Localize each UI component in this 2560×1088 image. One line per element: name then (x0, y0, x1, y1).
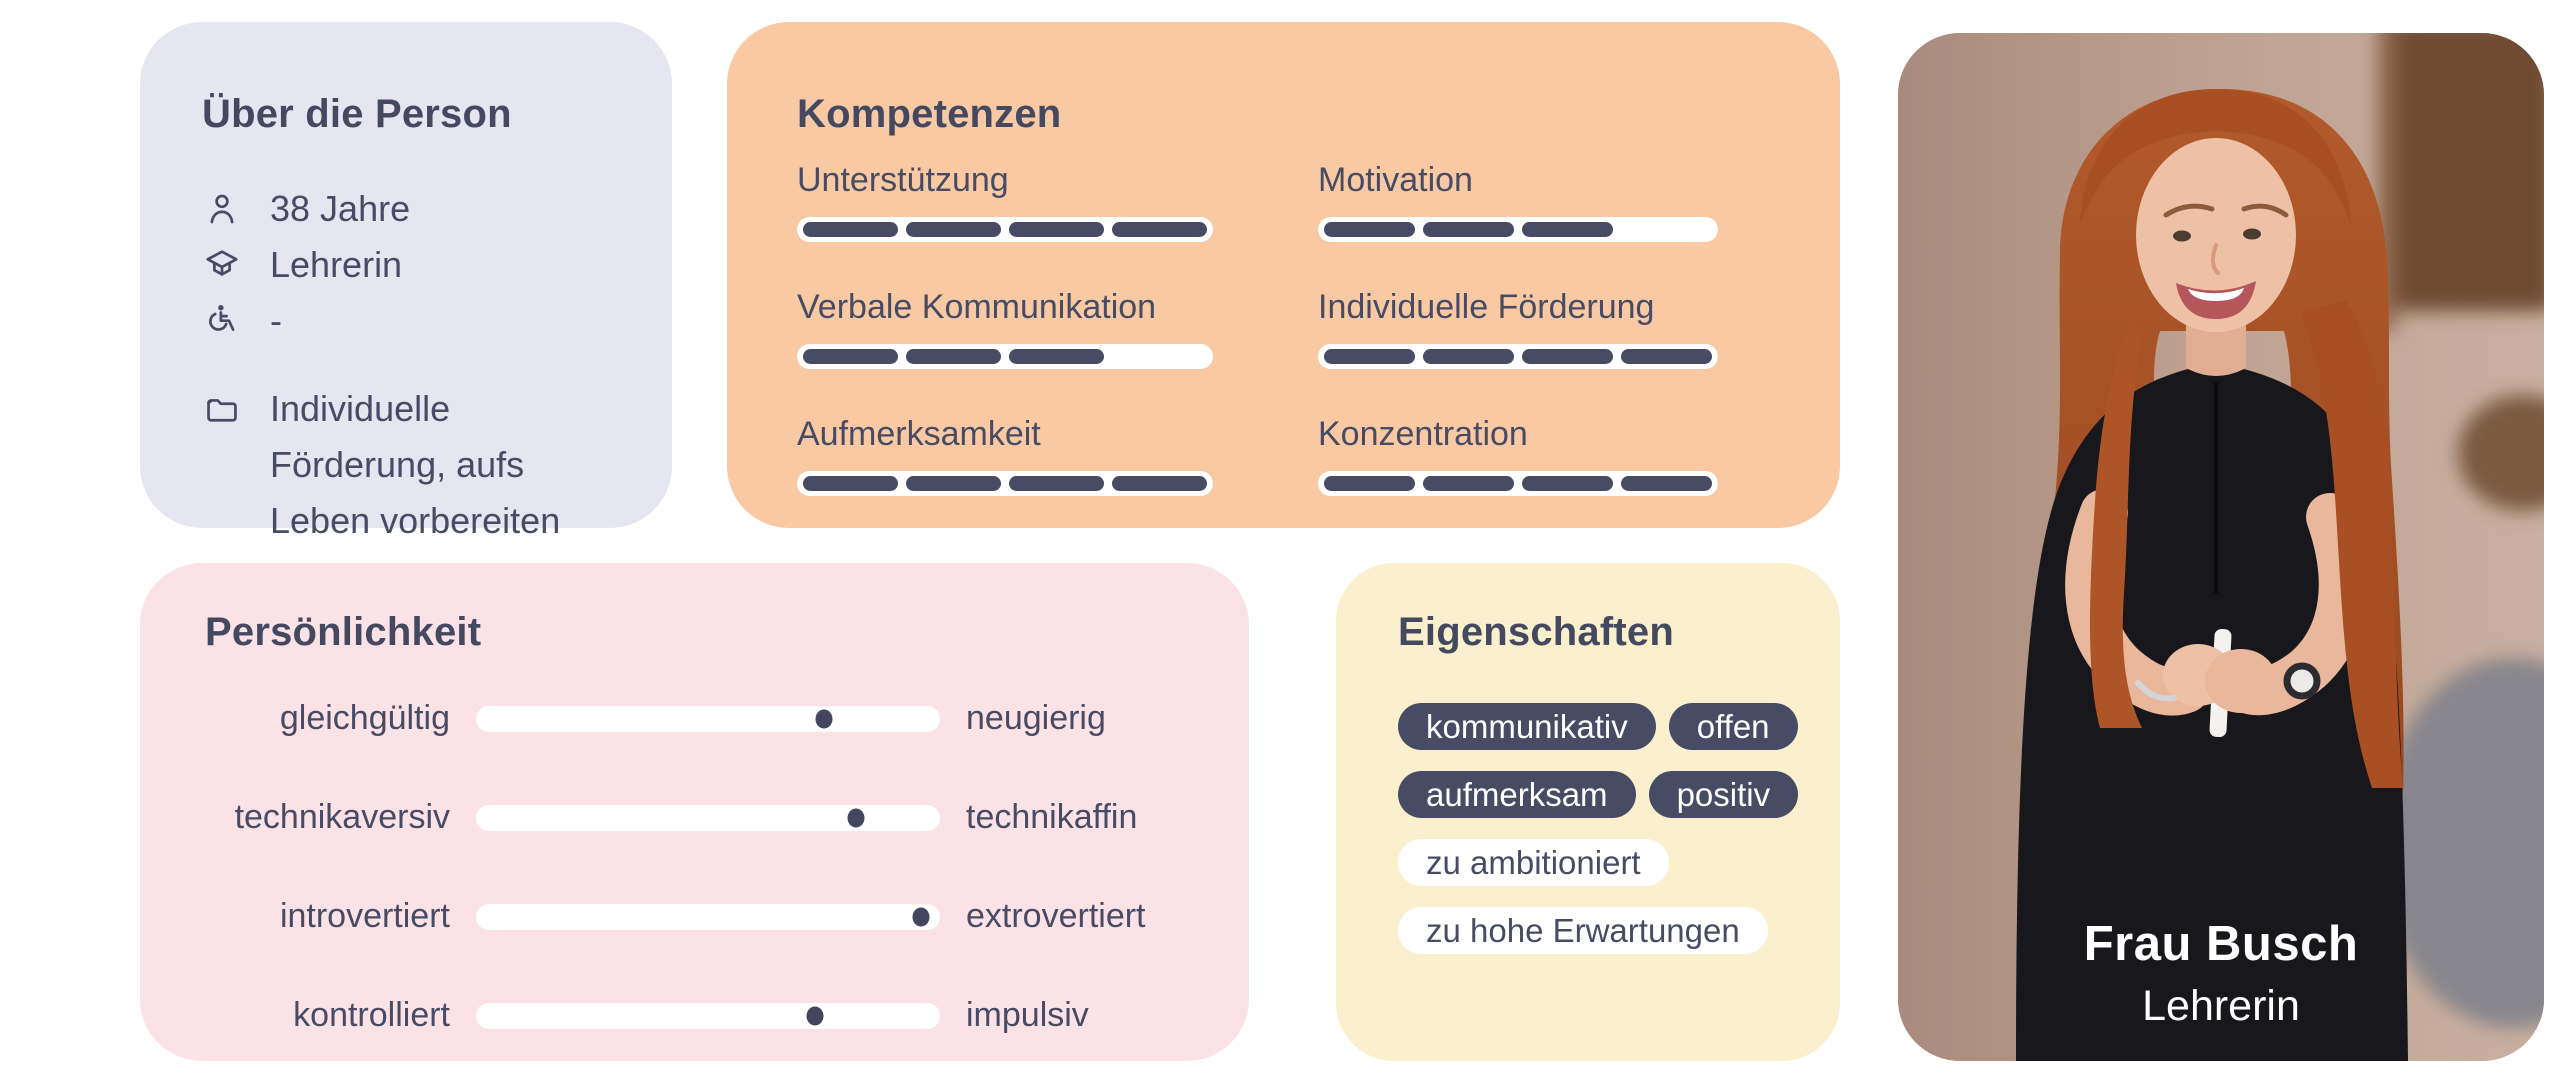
skill-bar-segment (1324, 476, 1415, 491)
skill-bar-segment (906, 476, 1001, 491)
scale-right-label: technikaffin (966, 798, 1138, 836)
skill-bar-segment (1621, 349, 1712, 364)
about-item-age (202, 181, 622, 237)
skill-bar-segment (1112, 476, 1207, 491)
trait-pill-negative: zu ambitioniert (1398, 839, 1669, 886)
scale-right-label: extrovertiert (966, 897, 1146, 935)
skill-bar-segment (1112, 222, 1207, 237)
skill-bar (1318, 471, 1718, 496)
skill-individuelle-foerderung (1318, 288, 1718, 369)
skill-label: Aufmerksamkeit (797, 415, 1041, 453)
watch (2287, 666, 2317, 696)
skill-bar-segment (1621, 222, 1712, 237)
trait-pill-positive: offen (1669, 703, 1798, 750)
skill-verbale-kommunikation (797, 288, 1213, 369)
scale-right-label: impulsiv (966, 996, 1089, 1034)
skill-bar-segment (1324, 222, 1415, 237)
about-item-text: 38 Jahre (270, 188, 411, 229)
skill-bar (797, 217, 1213, 242)
skill-bar-segment (1009, 222, 1104, 237)
skill-bar (797, 471, 1213, 496)
scale-row-neugierig (205, 699, 1209, 738)
about-item-text: Lehrerin (270, 244, 403, 285)
skill-bar-segment (1423, 476, 1514, 491)
graduation-cap-icon (202, 237, 242, 292)
personality-scales (205, 699, 1209, 1035)
skill-bar-segment (1009, 349, 1104, 364)
competences-card (727, 22, 1840, 528)
about-item-accessibility (202, 293, 622, 349)
skill-unterstuetzung (797, 161, 1213, 242)
persona-photo (1898, 33, 2544, 1061)
skill-label: Konzentration (1318, 415, 1528, 453)
traits-pill-area (1398, 703, 1820, 954)
scale-dot (806, 1006, 823, 1025)
traits-card (1336, 563, 1840, 1061)
scale-left-label: introvertiert (279, 897, 450, 935)
trait-pill-positive: kommunikativ (1398, 703, 1656, 750)
scale-track (476, 1003, 940, 1029)
skill-bar-segment (1522, 222, 1613, 237)
folder-icon (202, 381, 242, 436)
skill-label: Verbale Kommunikation (797, 288, 1157, 326)
persona-photo-illustration (1898, 33, 2544, 1061)
scale-track (476, 706, 940, 732)
skill-bar-segment (1423, 349, 1514, 364)
skill-aufmerksamkeit (797, 415, 1213, 496)
scale-dot (816, 709, 833, 728)
trait-pill-negative: zu hohe Erwartungen (1398, 907, 1768, 954)
skill-bar-segment (803, 222, 898, 237)
skill-bar-segment (1112, 349, 1207, 364)
skill-bar-segment (1423, 222, 1514, 237)
traits-title: Eigenschaften (1398, 610, 1674, 654)
eye-left (2173, 231, 2191, 242)
about-item-goals (202, 381, 622, 549)
skill-bar-segment (803, 349, 898, 364)
skill-bar (1318, 344, 1718, 369)
eye-right (2243, 229, 2261, 240)
traits-row (1398, 839, 1669, 886)
scale-left-label: technikaversiv (234, 798, 450, 836)
person-icon (202, 181, 242, 236)
skill-konzentration (1318, 415, 1718, 496)
skill-grid (797, 161, 1772, 496)
scale-left-label: kontrolliert (293, 996, 450, 1034)
scale-track (476, 904, 940, 930)
about-list (202, 181, 622, 549)
skill-bar-segment (1009, 476, 1104, 491)
traits-row (1398, 907, 1768, 954)
about-item-text: - (270, 300, 282, 341)
skill-bar (1318, 217, 1718, 242)
skill-bar-segment (1621, 476, 1712, 491)
traits-row (1398, 703, 1798, 750)
competences-title: Kompetenzen (797, 92, 1062, 136)
scale-dot (848, 808, 865, 827)
skill-bar (797, 344, 1213, 369)
skill-bar-segment (1324, 349, 1415, 364)
personality-card (140, 563, 1249, 1061)
traits-row (1398, 771, 1798, 818)
skill-label: Motivation (1318, 161, 1473, 199)
trait-pill-positive: positiv (1649, 771, 1799, 818)
persona-role: Lehrerin (2142, 982, 2300, 1030)
about-title: Über die Person (202, 92, 512, 136)
persona-name: Frau Busch (2083, 917, 2359, 971)
personality-title: Persönlichkeit (205, 610, 482, 654)
scale-row-impulsiv (205, 996, 1209, 1035)
skill-bar-segment (803, 476, 898, 491)
scale-dot (913, 907, 930, 926)
skill-bar-segment (1522, 476, 1613, 491)
skill-bar-segment (906, 222, 1001, 237)
skill-motivation (1318, 161, 1718, 242)
scale-track (476, 805, 940, 831)
skill-label: Unterstützung (797, 161, 1009, 199)
hand-right (2205, 649, 2277, 713)
scale-row-technikaffin (205, 798, 1209, 837)
accessibility-icon (202, 293, 242, 348)
scale-right-label: neugierig (966, 699, 1106, 737)
about-item-text: Individuelle Förderung, aufs Leben vorbereiten (270, 388, 561, 541)
about-item-occupation (202, 237, 622, 293)
photo-caption (1898, 916, 2544, 1031)
about-card (140, 22, 672, 541)
scale-left-label: gleichgültig (279, 699, 450, 737)
scale-row-extrovertiert (205, 897, 1209, 936)
skill-bar-segment (906, 349, 1001, 364)
trait-pill-positive: aufmerksam (1398, 771, 1636, 818)
skill-label: Individuelle Förderung (1318, 288, 1655, 326)
skill-bar-segment (1522, 349, 1613, 364)
